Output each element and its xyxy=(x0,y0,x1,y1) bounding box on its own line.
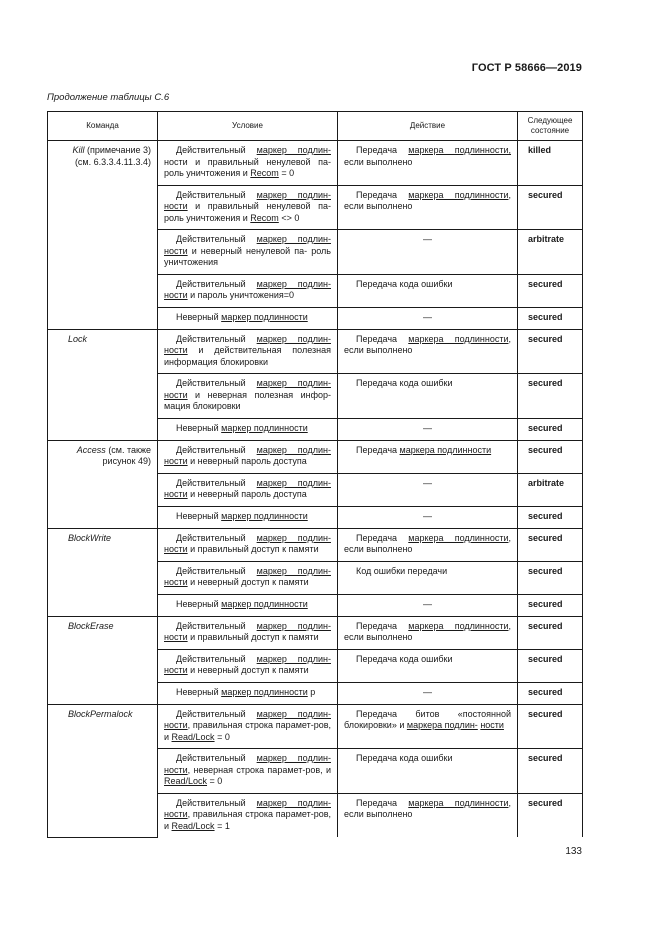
action-cell xyxy=(338,440,518,473)
next-state-cell: secured xyxy=(518,616,583,649)
next-state-cell: secured xyxy=(518,329,583,374)
auth-marker-term: маркер подлинности xyxy=(221,422,308,433)
condition-text: р xyxy=(307,686,316,697)
condition-text: <> 0 xyxy=(278,212,300,223)
auth-marker-term: ности xyxy=(164,456,188,466)
next-state-cell: secured xyxy=(518,307,583,329)
action-text: Передача xyxy=(356,532,409,543)
condition-text: и неверный ненулевой па- xyxy=(187,245,308,256)
next-state-cell: secured xyxy=(518,793,583,837)
condition-text: Неверный xyxy=(176,422,222,433)
auth-marker-term: маркер подлин- xyxy=(256,565,331,576)
condition-text: и правильный ненулевой па- xyxy=(187,201,331,211)
auth-marker-term: маркера подлинности xyxy=(399,444,492,455)
auth-marker-term: маркер подлин- xyxy=(256,797,331,808)
auth-marker-term: маркер подлин- xyxy=(256,653,331,664)
next-state-cell: secured xyxy=(518,561,583,594)
condition-text: и правильный доступ к памяти xyxy=(187,632,319,642)
command-name: BlockPermalock xyxy=(68,708,133,719)
condition-text: роль уничтожения xyxy=(164,245,331,267)
auth-marker-term: маркер подлин- xyxy=(256,333,331,344)
condition-text: и пароль уничтожения=0 xyxy=(187,290,295,300)
condition-text: и правильный доступ к памяти xyxy=(187,544,319,554)
auth-marker-term: ности xyxy=(164,345,188,355)
condition-text: = 1 xyxy=(214,820,230,831)
action-cell: Передача кода ошибки xyxy=(338,274,518,307)
action-text: Передача xyxy=(356,620,409,631)
command-cell-blockpermalock xyxy=(48,704,158,837)
action-text: Передача xyxy=(356,797,409,808)
condition-text: ности и правильный ненулевой па- xyxy=(164,156,331,167)
command-cell-access xyxy=(48,440,158,528)
command-name: Access xyxy=(76,444,106,455)
auth-marker-term: маркера подлинности, xyxy=(408,620,512,631)
condition-cell xyxy=(158,704,338,749)
action-text: если выполнено xyxy=(344,809,413,819)
read-lock-term: Read/Lock xyxy=(164,776,208,786)
next-state-cell: killed xyxy=(518,141,583,186)
condition-text: Неверный xyxy=(176,311,222,322)
next-state-cell: secured xyxy=(518,594,583,616)
read-lock-term: Read/Lock xyxy=(171,731,215,742)
action-text: если выполнено xyxy=(344,156,413,167)
action-cell xyxy=(338,528,518,561)
auth-marker-term: маркера подлинности, xyxy=(408,333,512,344)
condition-text: роль уничтожения и xyxy=(164,168,251,178)
condition-text: , неверная строка парамет-ров, и xyxy=(187,764,331,775)
action-cell: — xyxy=(338,594,518,616)
condition-text: и неверная полезная инфор-мация блокировки xyxy=(164,389,331,411)
action-cell: Передача кода ошибки xyxy=(338,649,518,682)
auth-marker-term: ности xyxy=(164,665,188,675)
condition-text: Действительный xyxy=(176,708,257,719)
next-state-line-2: состояние xyxy=(530,126,570,135)
auth-marker-term: ности xyxy=(164,577,188,587)
command-cell-blockerase xyxy=(48,616,158,704)
action-cell xyxy=(338,616,518,649)
command-name: Kill xyxy=(72,145,85,155)
column-header-next-state xyxy=(518,112,583,141)
action-cell: — xyxy=(338,682,518,704)
auth-marker-term: ности xyxy=(164,389,188,400)
auth-marker-term: маркер подлин- xyxy=(256,378,331,388)
condition-text: Действительный xyxy=(176,797,257,808)
auth-marker-term: маркер подлин- xyxy=(256,145,331,155)
action-cell xyxy=(338,704,518,749)
condition-text: и неверный пароль доступа xyxy=(187,489,307,499)
condition-text: Неверный xyxy=(176,598,222,609)
condition-text: Действительный xyxy=(176,653,257,664)
condition-text: = 0 xyxy=(278,168,295,178)
auth-marker-term: маркер подлин- xyxy=(256,620,331,631)
auth-marker-term: маркер подлинности xyxy=(221,311,308,322)
condition-text: Действительный xyxy=(176,145,257,155)
next-state-cell: secured xyxy=(518,506,583,528)
condition-cell xyxy=(158,418,338,440)
next-state-cell: secured xyxy=(518,682,583,704)
page-number: 133 xyxy=(565,846,582,857)
next-state-cell: secured xyxy=(518,274,583,307)
action-cell xyxy=(338,793,518,837)
document-standard-header: ГОСТ Р 58666—2019 xyxy=(471,62,582,74)
condition-cell xyxy=(158,307,338,329)
next-state-cell: secured xyxy=(518,374,583,419)
condition-text: и действительная полезная информация блокировки xyxy=(164,345,331,367)
condition-text: Действительный xyxy=(176,234,257,244)
action-text: Передача битов «постоянной блокировки» и xyxy=(344,708,511,730)
auth-marker-term: ности xyxy=(480,720,504,730)
action-text: Передача xyxy=(356,333,409,344)
command-state-table xyxy=(47,111,583,838)
auth-marker-term: маркера подлинности, xyxy=(408,797,512,808)
command-note-ref: (см. 6.3.3.4.11.3.4) xyxy=(74,156,151,167)
auth-marker-term: маркер подлин- xyxy=(256,444,331,455)
auth-marker-term: маркера подлин- xyxy=(406,720,478,730)
next-state-cell: arbitrate xyxy=(518,473,583,506)
condition-text: и неверный доступ к памяти xyxy=(187,665,309,675)
condition-text: Неверный xyxy=(176,510,222,521)
condition-cell xyxy=(158,616,338,649)
action-cell: Передача кода ошибки xyxy=(338,749,518,794)
auth-marker-term: ности xyxy=(164,290,188,300)
auth-marker-term: маркер подлинности xyxy=(221,686,308,697)
next-state-cell: secured xyxy=(518,704,583,749)
action-cell xyxy=(338,185,518,230)
condition-cell xyxy=(158,649,338,682)
condition-cell xyxy=(158,141,338,186)
condition-text: Действительный xyxy=(176,565,257,576)
next-state-cell: secured xyxy=(518,440,583,473)
auth-marker-term: маркер подлин- xyxy=(256,189,331,200)
auth-marker-term: маркер подлин- xyxy=(256,278,331,289)
table-row xyxy=(48,616,583,649)
table-header-row xyxy=(48,112,583,141)
action-text: Передача xyxy=(356,189,409,200)
condition-text: и неверный пароль доступа xyxy=(187,456,307,466)
next-state-cell: secured xyxy=(518,418,583,440)
command-cell-kill xyxy=(48,141,158,330)
action-cell: — xyxy=(338,506,518,528)
action-cell: Код ошибки передачи xyxy=(338,561,518,594)
condition-text: и неверный доступ к памяти xyxy=(187,577,309,587)
auth-marker-term: ности xyxy=(164,720,188,730)
action-cell xyxy=(338,141,518,186)
action-cell: — xyxy=(338,473,518,506)
auth-marker-term: маркер подлин- xyxy=(256,234,331,244)
condition-text: Действительный xyxy=(176,753,257,763)
condition-cell xyxy=(158,185,338,230)
command-name: Lock xyxy=(68,333,88,344)
condition-text: Действительный xyxy=(176,620,257,631)
condition-cell xyxy=(158,594,338,616)
action-text: если выполнено xyxy=(344,632,413,642)
auth-marker-term: ности xyxy=(164,809,188,819)
auth-marker-term: маркера подлинности, xyxy=(408,189,512,200)
next-state-cell: secured xyxy=(518,649,583,682)
condition-cell xyxy=(158,682,338,704)
auth-marker-term: ности xyxy=(164,764,188,775)
condition-text: Действительный xyxy=(176,278,257,289)
action-cell xyxy=(338,329,518,374)
action-cell: — xyxy=(338,418,518,440)
condition-cell xyxy=(158,749,338,794)
auth-marker-term: маркер подлин- xyxy=(256,477,331,488)
auth-marker-term: ности xyxy=(164,544,188,554)
auth-marker-term: ности xyxy=(164,489,188,499)
action-text: Передача xyxy=(356,444,400,455)
condition-cell xyxy=(158,506,338,528)
condition-text: Действительный xyxy=(176,333,257,344)
auth-marker-term: маркер подлинности xyxy=(221,510,308,521)
condition-text: роль уничтожения и xyxy=(164,212,251,223)
next-state-cell: secured xyxy=(518,528,583,561)
action-cell: — xyxy=(338,230,518,275)
column-header-action: Действие xyxy=(338,112,518,141)
command-note: (см. также xyxy=(105,444,151,455)
condition-cell xyxy=(158,528,338,561)
table-row xyxy=(48,141,583,186)
condition-cell xyxy=(158,793,338,837)
auth-marker-term: маркер подлин- xyxy=(256,753,331,763)
auth-marker-term: ности xyxy=(164,201,188,211)
condition-text: Действительный xyxy=(176,532,257,543)
auth-marker-term: маркер подлинности xyxy=(221,598,308,609)
auth-marker-term: ности xyxy=(164,245,188,256)
condition-text: Действительный xyxy=(176,378,257,388)
condition-cell xyxy=(158,473,338,506)
next-state-cell: arbitrate xyxy=(518,230,583,275)
condition-text: , правильная строка парамет-ров, и xyxy=(164,809,331,831)
table-row xyxy=(48,329,583,374)
action-cell: Передача кода ошибки xyxy=(338,374,518,419)
auth-marker-term: маркер подлин- xyxy=(256,532,331,543)
action-cell: — xyxy=(338,307,518,329)
action-text: если выполнено xyxy=(344,544,413,554)
command-name: BlockWrite xyxy=(68,532,112,543)
auth-marker-term: маркера подлинности, xyxy=(408,532,512,543)
condition-text: Действительный xyxy=(176,444,257,455)
column-header-command: Команда xyxy=(48,112,158,141)
read-lock-term: Read/Lock xyxy=(171,820,215,831)
action-text: если выполнено xyxy=(344,201,413,211)
condition-cell xyxy=(158,274,338,307)
next-state-line-1: Следующее xyxy=(527,116,573,125)
next-state-cell: secured xyxy=(518,749,583,794)
auth-marker-term: маркер подлин- xyxy=(256,708,331,719)
action-text: если выполнено xyxy=(344,345,413,355)
column-header-condition: Условие xyxy=(158,112,338,141)
recom-term: Recom xyxy=(250,212,279,223)
auth-marker-term: ности xyxy=(164,632,188,642)
table-row xyxy=(48,528,583,561)
auth-marker-term: маркера подлинности, xyxy=(408,145,512,155)
command-note-ref: рисунок 49) xyxy=(102,456,151,466)
condition-cell xyxy=(158,329,338,374)
command-note: (примечание 3) xyxy=(84,145,151,155)
condition-text: = 0 xyxy=(214,731,230,742)
table-caption: Продолжение таблицы С.6 xyxy=(47,92,170,103)
condition-cell xyxy=(158,230,338,275)
recom-term: Recom xyxy=(250,168,279,178)
condition-cell xyxy=(158,561,338,594)
condition-text: Неверный xyxy=(176,686,222,697)
command-cell-lock xyxy=(48,329,158,440)
condition-text: Действительный xyxy=(176,189,257,200)
condition-cell xyxy=(158,374,338,419)
command-name: BlockErase xyxy=(68,620,114,631)
condition-text: = 0 xyxy=(207,776,223,786)
table-row xyxy=(48,440,583,473)
next-state-cell: secured xyxy=(518,185,583,230)
condition-text: , правильная строка парамет-ров, и xyxy=(164,720,331,742)
condition-cell xyxy=(158,440,338,473)
command-cell-blockwrite xyxy=(48,528,158,616)
condition-text: Действительный xyxy=(176,477,257,488)
action-text: Передача xyxy=(356,145,409,155)
table-row xyxy=(48,704,583,749)
